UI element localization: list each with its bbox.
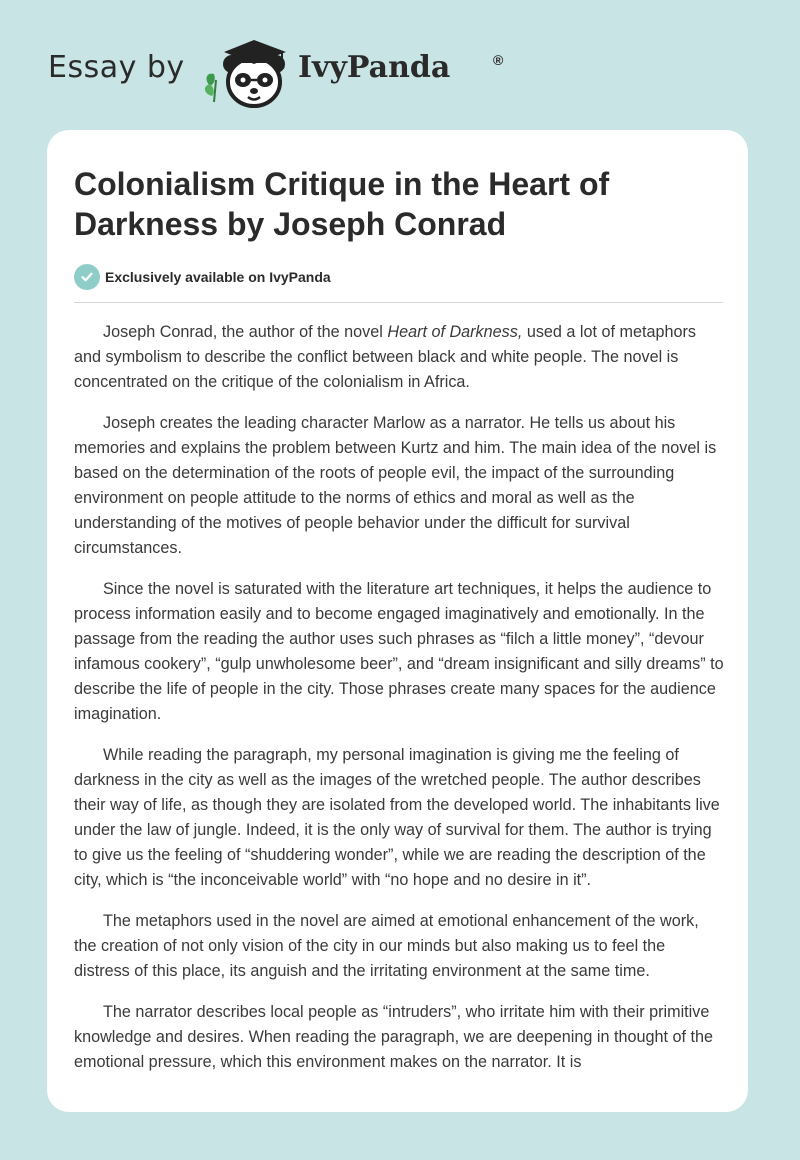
brand-name[interactable]: IvyPanda [298,50,451,85]
divider [74,302,723,303]
badge-text: Exclusively available on IvyPanda [105,269,331,285]
essay-body [74,320,725,1091]
paragraph-4: While reading the paragraph, my personal imagination is giving me the feeling of darkness in the city as well as the images of the wretched people. The author describes their way of life, as though they are isolated from the developed world. The inhabitants live under the law of jungle. Indeed, it is the only way of survival for them. The author is trying to give us the feeling of “shuddering wonder”, while we are reading the description of the city, which is “the inconceivable world” with “no hope and no desire in it”. [74,746,720,889]
check-circle-icon [74,264,100,290]
essay-title: Colonialism Critique in the Heart of Darkness by Joseph Conrad [74,166,610,242]
brand-prefix: Essay by [48,50,185,85]
paragraph-3: Since the novel is saturated with the literature art techniques, it helps the audience to process information easily and to become engaged imaginatively and emotionally. In the passage from the reading the author uses such phrases as “filch a little money”, “devour infamous cookery”, “gulp unwholesome beer”, and “dream insignificant and silly dreams” to describe the life of people in the city. Those phrases create many spaces for the audience imagination. [74,580,724,723]
book-title-emphasis: Heart of Darkness, [387,323,523,341]
essay-card [47,130,748,1112]
paragraph-2: Joseph creates the leading character Marlow as a narrator. He tells us about his memories and explains the problem between Kurtz and him. The main idea of the novel is based on the determination of the roots of people evil, the impact of the surrounding environment on people attitude to the norms of ethics and moral as well as the understanding of the motives of people behavior under the difficult for survival circumstances. [74,414,717,557]
site-header [48,36,508,110]
paragraph-5: The metaphors used in the novel are aimed at emotional enhancement of the work, the creation of not only vision of the city in our minds but also making us to feel the distress of this place, its anguish and the irritating environment at the same time. [74,912,699,980]
exclusive-badge [74,264,331,290]
paragraph-1-before: Joseph Conrad, the author of the novel [103,323,388,341]
paragraph-1 [74,320,725,395]
registered-mark: ® [493,52,504,68]
paragraph-1-after: used a lot of metaphors and symbolism to describe the conflict between black and white people. The novel is concentrated on the critique of the colonialism in Africa. [74,323,696,391]
panda-logo-icon[interactable] [202,36,298,110]
paragraph-6: The narrator describes local people as “intruders”, who irritate him with their primitive knowledge and desires. When reading the paragraph, we are deepening in thought of the emotional pressure, which this environment makes on the narrator. It is [74,1003,713,1071]
